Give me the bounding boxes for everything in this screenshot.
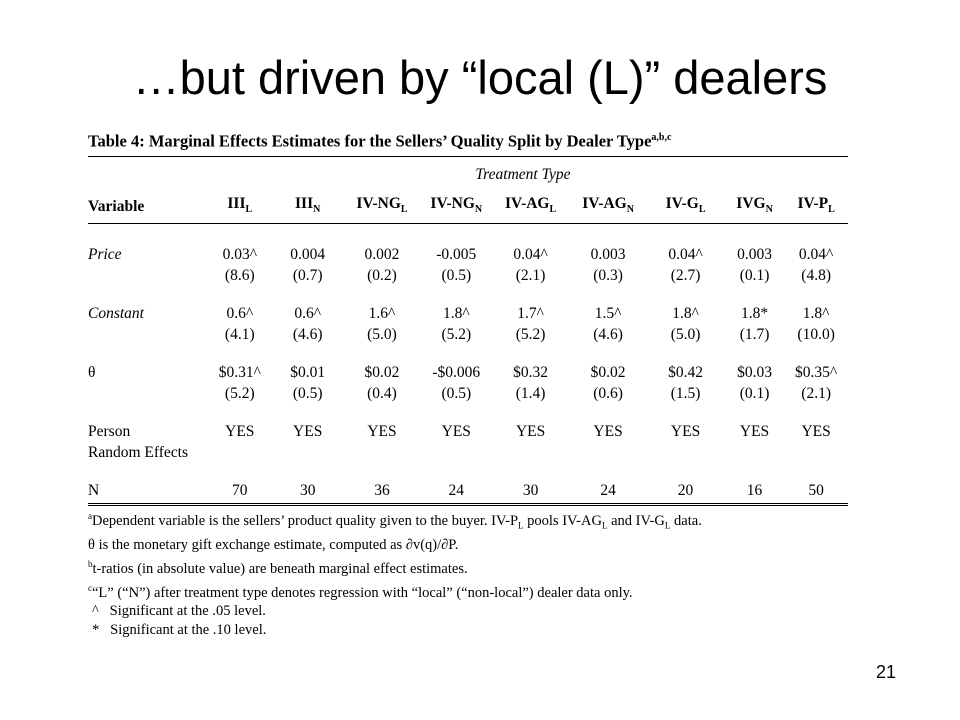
cell: (0.3): [593, 267, 623, 285]
table-caption: [88, 126, 848, 156]
cell: 24: [600, 482, 616, 500]
cell: (0.6): [593, 385, 623, 403]
note-a: $^a$Dependent variable is the sellers’ product quality given to the buyer. $IV-P_L$ pools $IV-AG_L$ and $IV-G_L$ data.: [88, 511, 702, 531]
cell: 0.004: [290, 246, 326, 264]
cell: YES: [515, 423, 546, 441]
cell: $0.03: [737, 364, 772, 382]
cell: 0.04^: [668, 246, 703, 264]
cell: (1.7): [739, 326, 770, 344]
cell: 1.8*: [740, 305, 769, 323]
column-header: $III_N$: [295, 195, 321, 216]
cell: (2.1): [515, 267, 546, 285]
column-header: $IV-NG_L$: [356, 195, 408, 216]
cell: 70: [232, 482, 248, 500]
cell: 1.8^: [802, 305, 830, 323]
cell: 1.6^: [368, 305, 396, 323]
table-notes: [88, 507, 848, 640]
cell: YES: [441, 423, 471, 441]
cell: (4.6): [593, 326, 623, 344]
column-header: $IVG_N$: [736, 195, 773, 216]
row-label-n: N: [88, 482, 100, 500]
column-header: $IV-AG_N$: [582, 195, 634, 216]
estimates-table: [88, 193, 848, 501]
row-label-theta: θ: [88, 364, 96, 382]
cell: (5.2): [441, 326, 472, 344]
cell: (0.2): [367, 267, 397, 285]
cell: $0.35^: [795, 364, 838, 382]
cell: (5.2): [224, 385, 255, 403]
cell: (10.0): [797, 326, 835, 344]
table-row: [88, 421, 848, 442]
note-theta: θ is the monetary gift exchange estimate, computed as ∂v(q)/∂P.: [88, 536, 459, 553]
cell: YES: [293, 423, 323, 441]
note-sig-10: * Significant at the .10 level.: [92, 622, 267, 639]
cell: 1.8^: [442, 305, 470, 323]
cell: 1.5^: [594, 305, 622, 323]
column-header: $IV-P_L$: [797, 195, 835, 216]
cell: 30: [522, 482, 539, 500]
table-caption-text: Table 4: Marginal Effects Estimates for the Sellers’ Quality Split by Dealer Type: [88, 131, 652, 151]
cell: $0.02: [590, 364, 626, 382]
table-row: [88, 265, 848, 286]
table-row: [88, 442, 848, 463]
cell: 20: [677, 482, 694, 500]
cell: (0.5): [441, 267, 472, 285]
column-header: Variable: [88, 198, 145, 216]
slide-title: …but driven by “local (L)” dealers: [132, 51, 828, 104]
cell: YES: [801, 423, 831, 441]
cell: (4.1): [224, 326, 255, 344]
column-header: $IV-NG_N$: [430, 195, 483, 216]
column-header-row: [88, 193, 848, 224]
table-row: [88, 244, 848, 265]
cell: 0.003: [737, 246, 772, 264]
cell: -$0.006: [432, 364, 481, 382]
table-row: [88, 480, 848, 501]
cell: YES: [670, 423, 701, 441]
cell: $0.31^: [218, 364, 261, 382]
cell: 0.003: [590, 246, 626, 264]
note-sig-05: ^ Significant at the .05 level.: [92, 603, 266, 620]
cell: 24: [448, 482, 465, 500]
page-number: 21: [875, 662, 896, 682]
cell: YES: [225, 423, 255, 441]
row-label-price: Price: [88, 246, 122, 264]
cell: (0.1): [739, 385, 770, 403]
cell: (2.7): [670, 267, 701, 285]
cell: YES: [739, 423, 770, 441]
cell: 0.04^: [798, 246, 834, 264]
cell: $0.01: [290, 364, 326, 382]
row-label-random-effects: Random Effects: [88, 444, 189, 462]
table-row: [88, 362, 848, 383]
cell: (0.5): [441, 385, 472, 403]
column-header: $IV-G_L$: [665, 195, 706, 216]
cell: (0.7): [292, 267, 323, 285]
cell: (2.1): [801, 385, 831, 403]
column-header: $IV-AG_L$: [505, 195, 557, 216]
cell: 0.6^: [226, 305, 254, 323]
cell: -0.005: [436, 246, 477, 264]
cell: $0.32: [513, 364, 549, 382]
column-header: $III_L$: [227, 195, 253, 216]
cell: YES: [367, 423, 397, 441]
cell: (4.6): [292, 326, 323, 344]
cell: $0.02: [364, 364, 400, 382]
cell: 0.6^: [294, 305, 322, 323]
cell: (0.1): [739, 267, 770, 285]
table-row: [88, 324, 848, 345]
row-label-constant: Constant: [88, 305, 144, 323]
cell: 0.002: [364, 246, 400, 264]
cell: 36: [374, 482, 390, 500]
cell: 16: [746, 482, 763, 500]
cell: (5.0): [670, 326, 701, 344]
cell: 1.8^: [672, 305, 699, 323]
row-label-person: Person: [88, 423, 131, 441]
cell: (0.4): [367, 385, 397, 403]
table-row: [88, 383, 848, 404]
cell: YES: [593, 423, 623, 441]
note-b: $^b$t-ratios (in absolute value) are beneath marginal effect estimates.: [88, 558, 468, 577]
cell: (8.6): [224, 267, 255, 285]
cell: 1.7^: [517, 305, 544, 323]
cell: (0.5): [292, 385, 323, 403]
cell: 0.04^: [513, 246, 548, 264]
cell: (5.0): [367, 326, 397, 344]
note-c: $^c$“L” (“N”) after treatment type denotes regression with “local” (“non-local”) dealer data only.: [88, 582, 633, 601]
bottom-rule: [88, 503, 848, 506]
regression-table: [88, 126, 848, 640]
cell: 0.03^: [222, 246, 257, 264]
cell: (4.8): [801, 267, 831, 285]
table-row: [88, 303, 848, 324]
cell: (1.5): [670, 385, 701, 403]
treatment-type-header: Treatment Type: [475, 166, 571, 183]
table-caption-footnote-marks: a,b,c: [651, 132, 672, 143]
cell: $0.42: [668, 364, 703, 382]
cell: 50: [808, 482, 824, 500]
cell: 30: [299, 482, 316, 500]
cell: (1.4): [515, 385, 546, 403]
cell: (5.2): [515, 326, 546, 344]
